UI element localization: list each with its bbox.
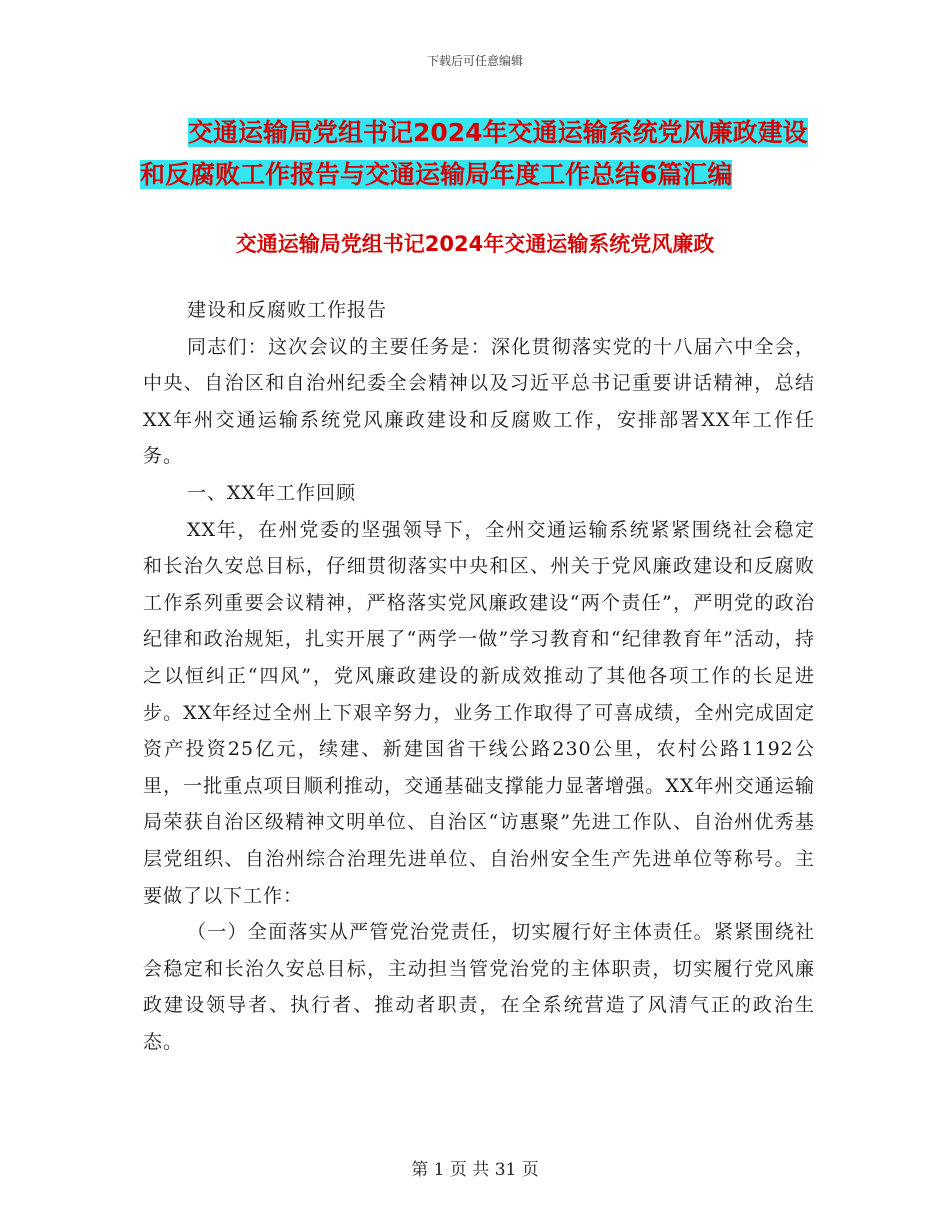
page-number: 第 1 页 共 31 页 [411, 1160, 539, 1180]
paragraph: 一、XX年工作回顾 [187, 481, 357, 504]
paragraph: 同志们：这次会议的主要任务是：深化贯彻落实党的十八届六中全会，中央、自治区和自治州纪委全会精神以及习近平总书记重要讲话精神，总结XX年州交通运输系统党风廉政建设和反腐败工作，安排部署XX年工作任务。 [143, 335, 815, 468]
section-title: 交通运输局党组书记2024年交通运输系统党风廉政 [235, 232, 715, 256]
page-header-note: 下载后可任意编辑 [426, 54, 523, 68]
paragraph: 建设和反腐败工作报告 [187, 299, 388, 321]
paragraph: （一）全面落实从严管党治党责任，切实履行好主体责任。紧紧围绕社会稳定和长治久安总目标，主动担当管党治党的主体职责，切实履行党风廉政建设领导者、执行者、推动者职责，在全系统营造了风清气正的政治生态。 [143, 921, 815, 1053]
document-body [143, 292, 815, 1060]
document-main-title [140, 112, 820, 196]
highlighted-title-text: 交通运输局党组书记2024年交通运输系统党风廉政建设和反腐败工作报告与交通运输局年度工作总结6篇汇编 [140, 118, 808, 189]
paragraph: XX年，在州党委的坚强领导下，全州交通运输系统紧紧围绕社会稳定和长治久安总目标，仔细贯彻落实中央和区、州关于党风廉政建设和反腐败工作系列重要会议精神，严格落实党风廉政建设“两个责任”，严明党的政治纪律和政治规矩，扎实开展了“两学一做”学习教育和“纪律教育年”活动，持之以恒纠正“四风”，党风廉政建设的新成效推动了其他各项工作的长足进步。XX年经过全州上下艰辛努力，业务工作取得了可喜成绩，全州完成固定资产投资25亿元，续建、新建国省干线公路230公里，农村公路1192公里，一批重点项目顺利推动，交通基础支撑能力显著增强。XX年州交通运输局荣获自治区级精神文明单位、自治区“访惠聚”先进工作队、自治州优秀基层党组织、自治州综合治理先进单位、自治州安全生产先进单位等称号。主要做了以下工作： [143, 518, 815, 907]
